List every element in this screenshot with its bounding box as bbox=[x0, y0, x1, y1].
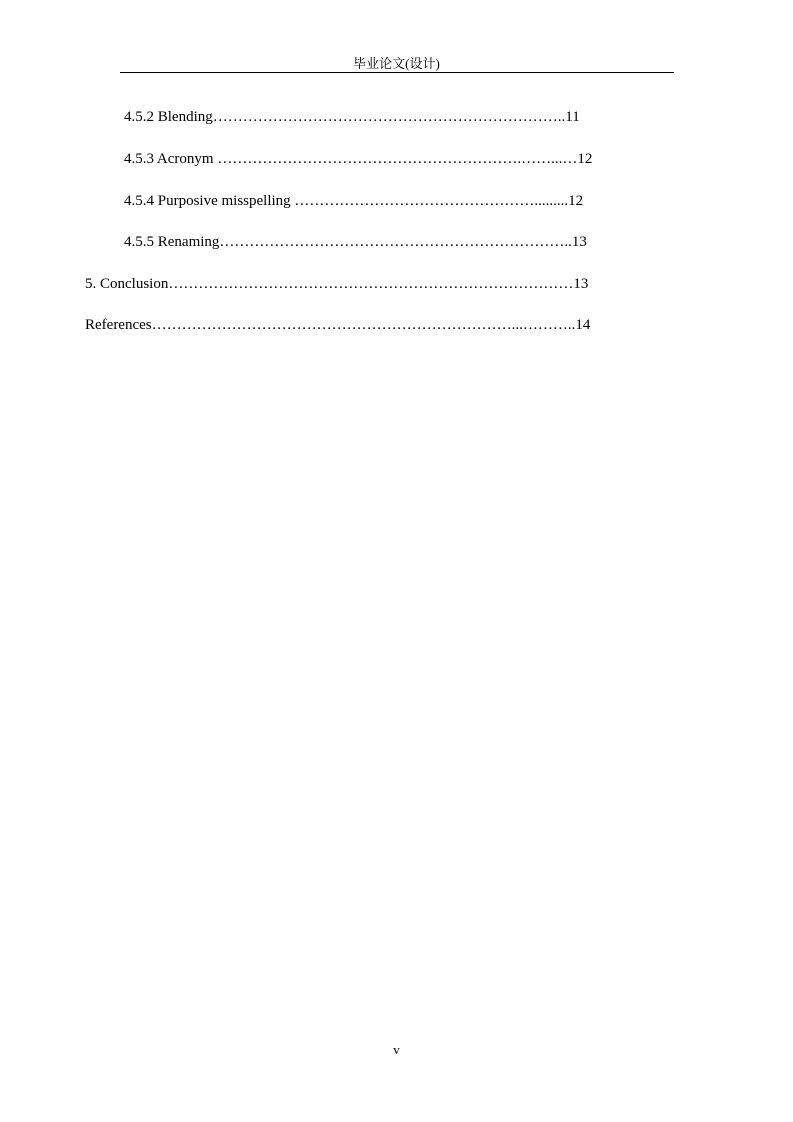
toc-entry[interactable] bbox=[85, 316, 590, 334]
toc-entry-label: 4.5.2 Blending bbox=[124, 109, 213, 125]
toc-entry[interactable] bbox=[124, 192, 583, 210]
toc-entry-label: 5. Conclusion bbox=[85, 276, 169, 292]
header-title: 毕业论文(设计) bbox=[353, 56, 440, 71]
toc-entry-leader: ………………………………………………………………...……….. bbox=[151, 317, 576, 333]
toc-entry[interactable] bbox=[124, 108, 580, 126]
toc-entry-leader: ……………………………………………………………………… bbox=[168, 276, 574, 292]
toc-entry-leader: …………………………………………………….……...… bbox=[217, 151, 578, 167]
toc-entry-leader: …………………………………………………………….. bbox=[212, 109, 566, 125]
page-number: v bbox=[393, 1042, 400, 1057]
toc-entry-leader: …………………………………………………………….. bbox=[219, 234, 572, 250]
toc-entry-page: 11 bbox=[565, 109, 580, 125]
toc-entry-page: 14 bbox=[575, 317, 591, 333]
toc-entry-page: 13 bbox=[573, 276, 589, 292]
toc-entry[interactable] bbox=[124, 150, 592, 168]
toc-entry-label: References bbox=[85, 317, 152, 333]
toc-entry[interactable] bbox=[85, 275, 588, 293]
toc-entry[interactable] bbox=[124, 233, 587, 251]
toc-entry-page: 13 bbox=[571, 234, 587, 250]
toc-entry-label: 4.5.4 Purposive misspelling bbox=[124, 193, 295, 209]
header-rule bbox=[120, 72, 674, 73]
toc-entry-page: 12 bbox=[568, 193, 584, 209]
toc-entry-label: 4.5.3 Acronym bbox=[124, 151, 218, 167]
toc-entry-label: 4.5.5 Renaming bbox=[124, 234, 220, 250]
toc-entry-page: 12 bbox=[577, 151, 593, 167]
toc-entry-leader: …………………………………………......... bbox=[294, 193, 569, 209]
